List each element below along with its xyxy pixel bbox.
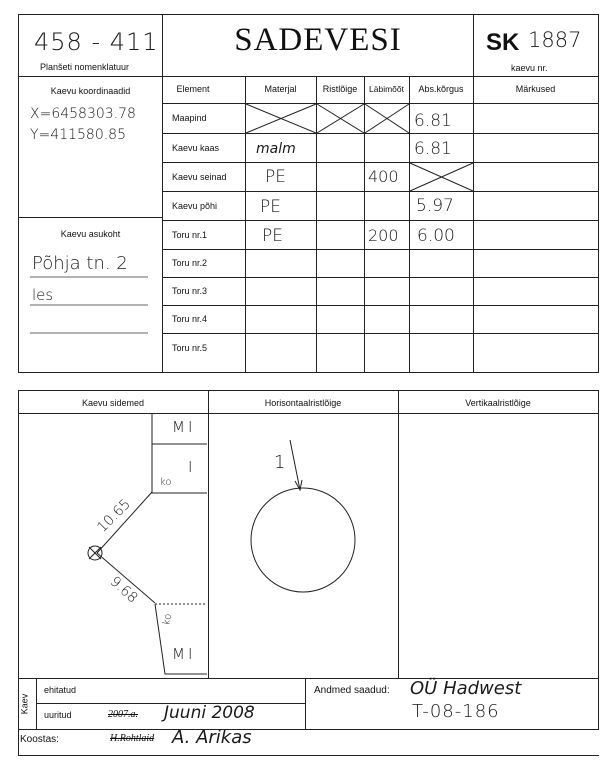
planseti-value: 458 - 411 [34, 28, 159, 56]
x-coordinate: X=6458303.78 [30, 106, 136, 122]
col-header-markused: Märkused [515, 84, 556, 94]
distance-upper: 10.65 [94, 496, 134, 536]
house-mid-label: I [188, 458, 193, 476]
asukoht-line1: Põhja tn. 2 [32, 253, 128, 274]
row-materjal: PE [265, 167, 286, 187]
row-abs: 6.81 [414, 111, 452, 131]
andmed-label: Andmed saadud: [314, 685, 390, 696]
coord-label: Kaevu koordinaadid [50, 86, 131, 96]
house-bottom-label: MI [172, 645, 196, 663]
row-labimoot: 200 [368, 226, 399, 245]
row-element: Toru nr.3 [172, 286, 208, 296]
row-element: Kaevu põhi [172, 201, 218, 211]
col-header-materjal: Materjal [264, 84, 297, 94]
row-element: Kaevu kaas [172, 143, 220, 153]
row-labimoot: 400 [368, 167, 399, 186]
sk-prefix: SK [486, 29, 520, 56]
koostas-label: Koostas: [20, 734, 59, 745]
house-bottom-small: ko [161, 612, 175, 627]
ehitatud-label: ehitatud [44, 685, 77, 695]
arrow-label: 1 [274, 452, 286, 473]
house-top-label: MI [172, 418, 196, 436]
house-mid-small: ko [160, 477, 172, 488]
row-element: Kaevu seinad [172, 172, 227, 182]
planseti-label: Planšeti nomenklatuur [40, 62, 130, 72]
distance-lower: 9.68 [106, 573, 141, 607]
andmed-line1: OÜ Hadwest [410, 678, 522, 699]
row-materjal: PE [262, 226, 283, 246]
vertikaal-label: Vertikaalristlõige [465, 398, 531, 408]
row-element: Toru nr.2 [172, 258, 208, 268]
row-abs: 6.00 [417, 226, 455, 246]
asukoht-line2: les [32, 286, 54, 304]
uuritud-handwritten: Juuni 2008 [164, 703, 255, 723]
row-element: Toru nr.4 [172, 314, 208, 324]
andmed-line2: T-08-186 [412, 701, 500, 722]
kaev-label: Kaev [19, 693, 30, 715]
sidemed-label: Kaevu sidemed [81, 398, 145, 408]
kaevu-nr-label: kaevu nr. [511, 63, 548, 73]
asukoht-label: Kaevu asukoht [60, 229, 121, 239]
row-element: Toru nr.1 [172, 230, 208, 240]
koostas-printed: H.Rohtlaid [110, 733, 155, 744]
col-header-ristloige: Ristlõige [322, 84, 358, 94]
uuritud-label: uuritud [44, 710, 72, 720]
row-materjal: malm [256, 141, 296, 157]
col-header-labimoot: Läbimõõt [369, 84, 404, 94]
inflow-arrow [290, 440, 300, 490]
row-materjal: PE [260, 197, 281, 217]
row-element: Toru nr.5 [172, 343, 208, 353]
row-element: Maapind [172, 113, 207, 123]
row-abs: 5.97 [416, 196, 454, 216]
col-header-element: Element [176, 84, 210, 94]
horisont-label: Horisontaalristlõige [264, 398, 342, 408]
col-header-abs: Abs.kõrgus [418, 84, 464, 94]
uuritud-printed: 2007.a. [108, 709, 138, 720]
y-coordinate: Y=411580.85 [30, 127, 126, 143]
sk-number: 1887 [528, 28, 582, 52]
well-circle [251, 488, 355, 592]
page-title: SADEVESI [234, 22, 402, 58]
koostas-signature: A. Arikas [172, 727, 252, 748]
row-abs: 6.81 [414, 139, 452, 159]
